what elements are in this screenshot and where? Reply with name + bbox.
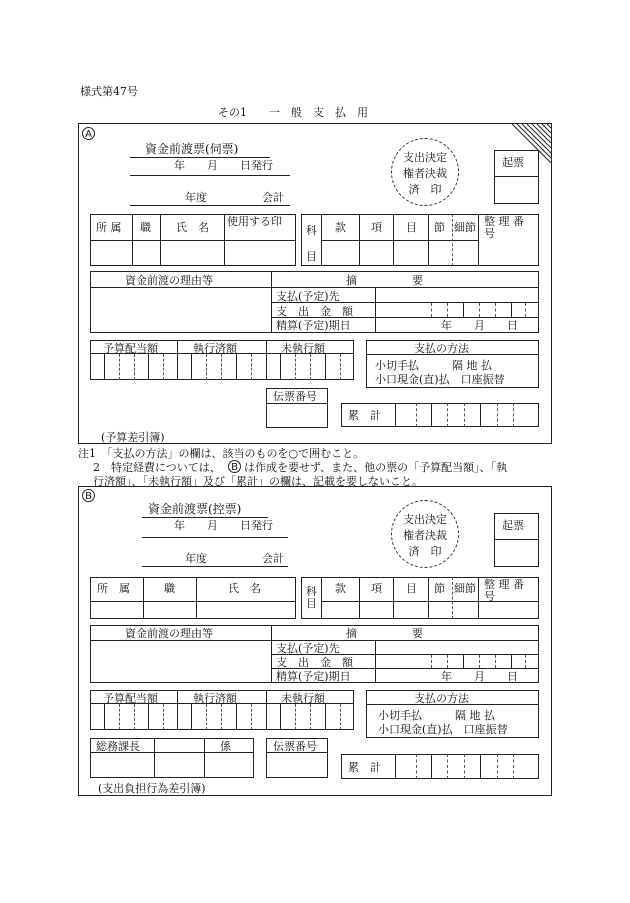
settle-label: 精算(予定)期日: [276, 319, 351, 332]
col-shoku: 職: [140, 221, 151, 234]
note-line-1: 注1 「支払の方法」の欄は、該当のものを○で囲むこと。: [78, 447, 365, 460]
executed-label: 執行済額: [193, 692, 237, 705]
payment-method-line: 小口現金(直)払 口座振替: [375, 373, 505, 386]
amount-label: 支 出 金 額: [276, 656, 353, 669]
seal-line: 権者決裁: [403, 529, 447, 542]
col-shimei: 氏 名: [228, 582, 261, 595]
payee-label: 支払(予定)先: [276, 642, 340, 655]
settle-date: 年 月 日: [441, 319, 518, 332]
col-shimei: 氏 名: [176, 221, 209, 234]
settle-date: 年 月 日: [441, 670, 518, 683]
payee-label: 支払(予定)先: [276, 290, 340, 303]
col-kan: 款: [335, 221, 346, 234]
payment-method-title: 支払の方法: [414, 692, 469, 705]
note-line-2a: 2 特定経費については、: [93, 461, 221, 474]
tekiyo-label: 摘 要: [346, 627, 423, 640]
col-ko: 項: [371, 582, 382, 595]
seal-line: 権者決裁: [403, 167, 447, 180]
voucher-number-label: 伝票番号: [273, 740, 317, 753]
seal-line: 支出決定: [403, 151, 447, 164]
settle-label: 精算(予定)期日: [276, 670, 351, 683]
cumulative-label: 累 計: [348, 409, 381, 422]
shimei-field[interactable]: [161, 241, 224, 265]
approval-seal: [391, 138, 459, 206]
reason-field[interactable]: [92, 288, 270, 332]
note-line-3: 行済額」、「未執行額」及び「累計」の欄は、記載を要しないこと。: [93, 475, 423, 488]
col-kamoku: 科目: [306, 585, 317, 610]
tekiyo-label: 摘 要: [346, 274, 423, 287]
bottom-note: (支出負担行為差引簿): [98, 782, 206, 795]
seal-line: 済 印: [408, 183, 442, 196]
budget-allotted-label: 予算配当額: [103, 342, 158, 355]
col-saisetsu: 細節: [454, 582, 476, 595]
voucher-number-label: 伝票番号: [273, 390, 317, 403]
note-b-marker: B: [228, 460, 241, 473]
col-seiri-bango: 整 理 番 号: [484, 578, 524, 603]
executed-label: 執行済額: [193, 342, 237, 355]
col-moku: 目: [406, 221, 417, 234]
issue-date: 年 月 日発行: [174, 159, 273, 172]
col-shoku: 職: [164, 582, 175, 595]
unexecuted-label: 未執行額: [281, 692, 325, 705]
col-shozoku: 所 属: [97, 582, 130, 595]
seal-line: 支出決定: [403, 513, 447, 526]
approval-seal: [391, 500, 459, 568]
note-line-2b: は作成を要せず、また、他の票の「予算配当額」、「執: [244, 461, 508, 474]
col-saisetsu: 細節: [454, 221, 476, 234]
reason-label: 資金前渡の理由等: [125, 274, 213, 287]
payment-method-title: 支払の方法: [414, 342, 469, 355]
col-setsu: 節: [434, 221, 445, 234]
section-b-marker: B: [82, 489, 95, 502]
budget-allotted-label: 予算配当額: [103, 692, 158, 705]
col-shozoku: 所 属: [96, 221, 122, 234]
form-subtitle: その1 一 般 支 払 用: [218, 106, 368, 119]
shimei-field[interactable]: [197, 602, 295, 618]
unexecuted-label: 未執行額: [281, 342, 325, 355]
col-ko: 項: [371, 221, 382, 234]
col-moku: 目: [406, 582, 417, 595]
payment-method-line: 小切手払 隔 地 払: [375, 359, 492, 372]
shozoku-field[interactable]: [91, 602, 143, 618]
somu-kacho-label: 総務課長: [96, 740, 140, 753]
form-number: 様式第47号: [80, 85, 138, 98]
col-kan: 款: [335, 582, 346, 595]
fiscal-year: 年度 会計: [185, 552, 284, 565]
issue-date: 年 月 日発行: [174, 519, 273, 532]
col-shiyo-in: 使用する印: [227, 215, 282, 228]
col-setsu: 節: [434, 582, 445, 595]
payment-method-line: 小口現金(直)払 口座振替: [378, 723, 508, 736]
seal-line: 済 印: [408, 545, 442, 558]
kakari-label: 係: [220, 740, 231, 753]
doc-title: 資金前渡票(控票): [148, 502, 242, 516]
bottom-note: (予算差引簿): [101, 431, 165, 444]
section-a-marker: A: [82, 127, 95, 140]
kihyo-label: 起票: [502, 519, 524, 532]
cumulative-label: 累 計: [348, 761, 381, 774]
amount-label: 支 出 金 額: [276, 305, 353, 318]
fiscal-year: 年度 会計: [185, 191, 284, 204]
kihyo-label: 起票: [502, 156, 524, 169]
shozoku-field[interactable]: [91, 241, 132, 265]
payment-method-line: 小切手払 隔 地 払: [378, 709, 495, 722]
doc-title: 資金前渡票(伺票): [145, 142, 239, 156]
reason-label: 資金前渡の理由等: [125, 627, 213, 640]
reason-field[interactable]: [92, 641, 270, 682]
col-seiri-bango: 整 理 番 号: [484, 215, 524, 240]
col-kamoku: 科目: [306, 224, 317, 263]
